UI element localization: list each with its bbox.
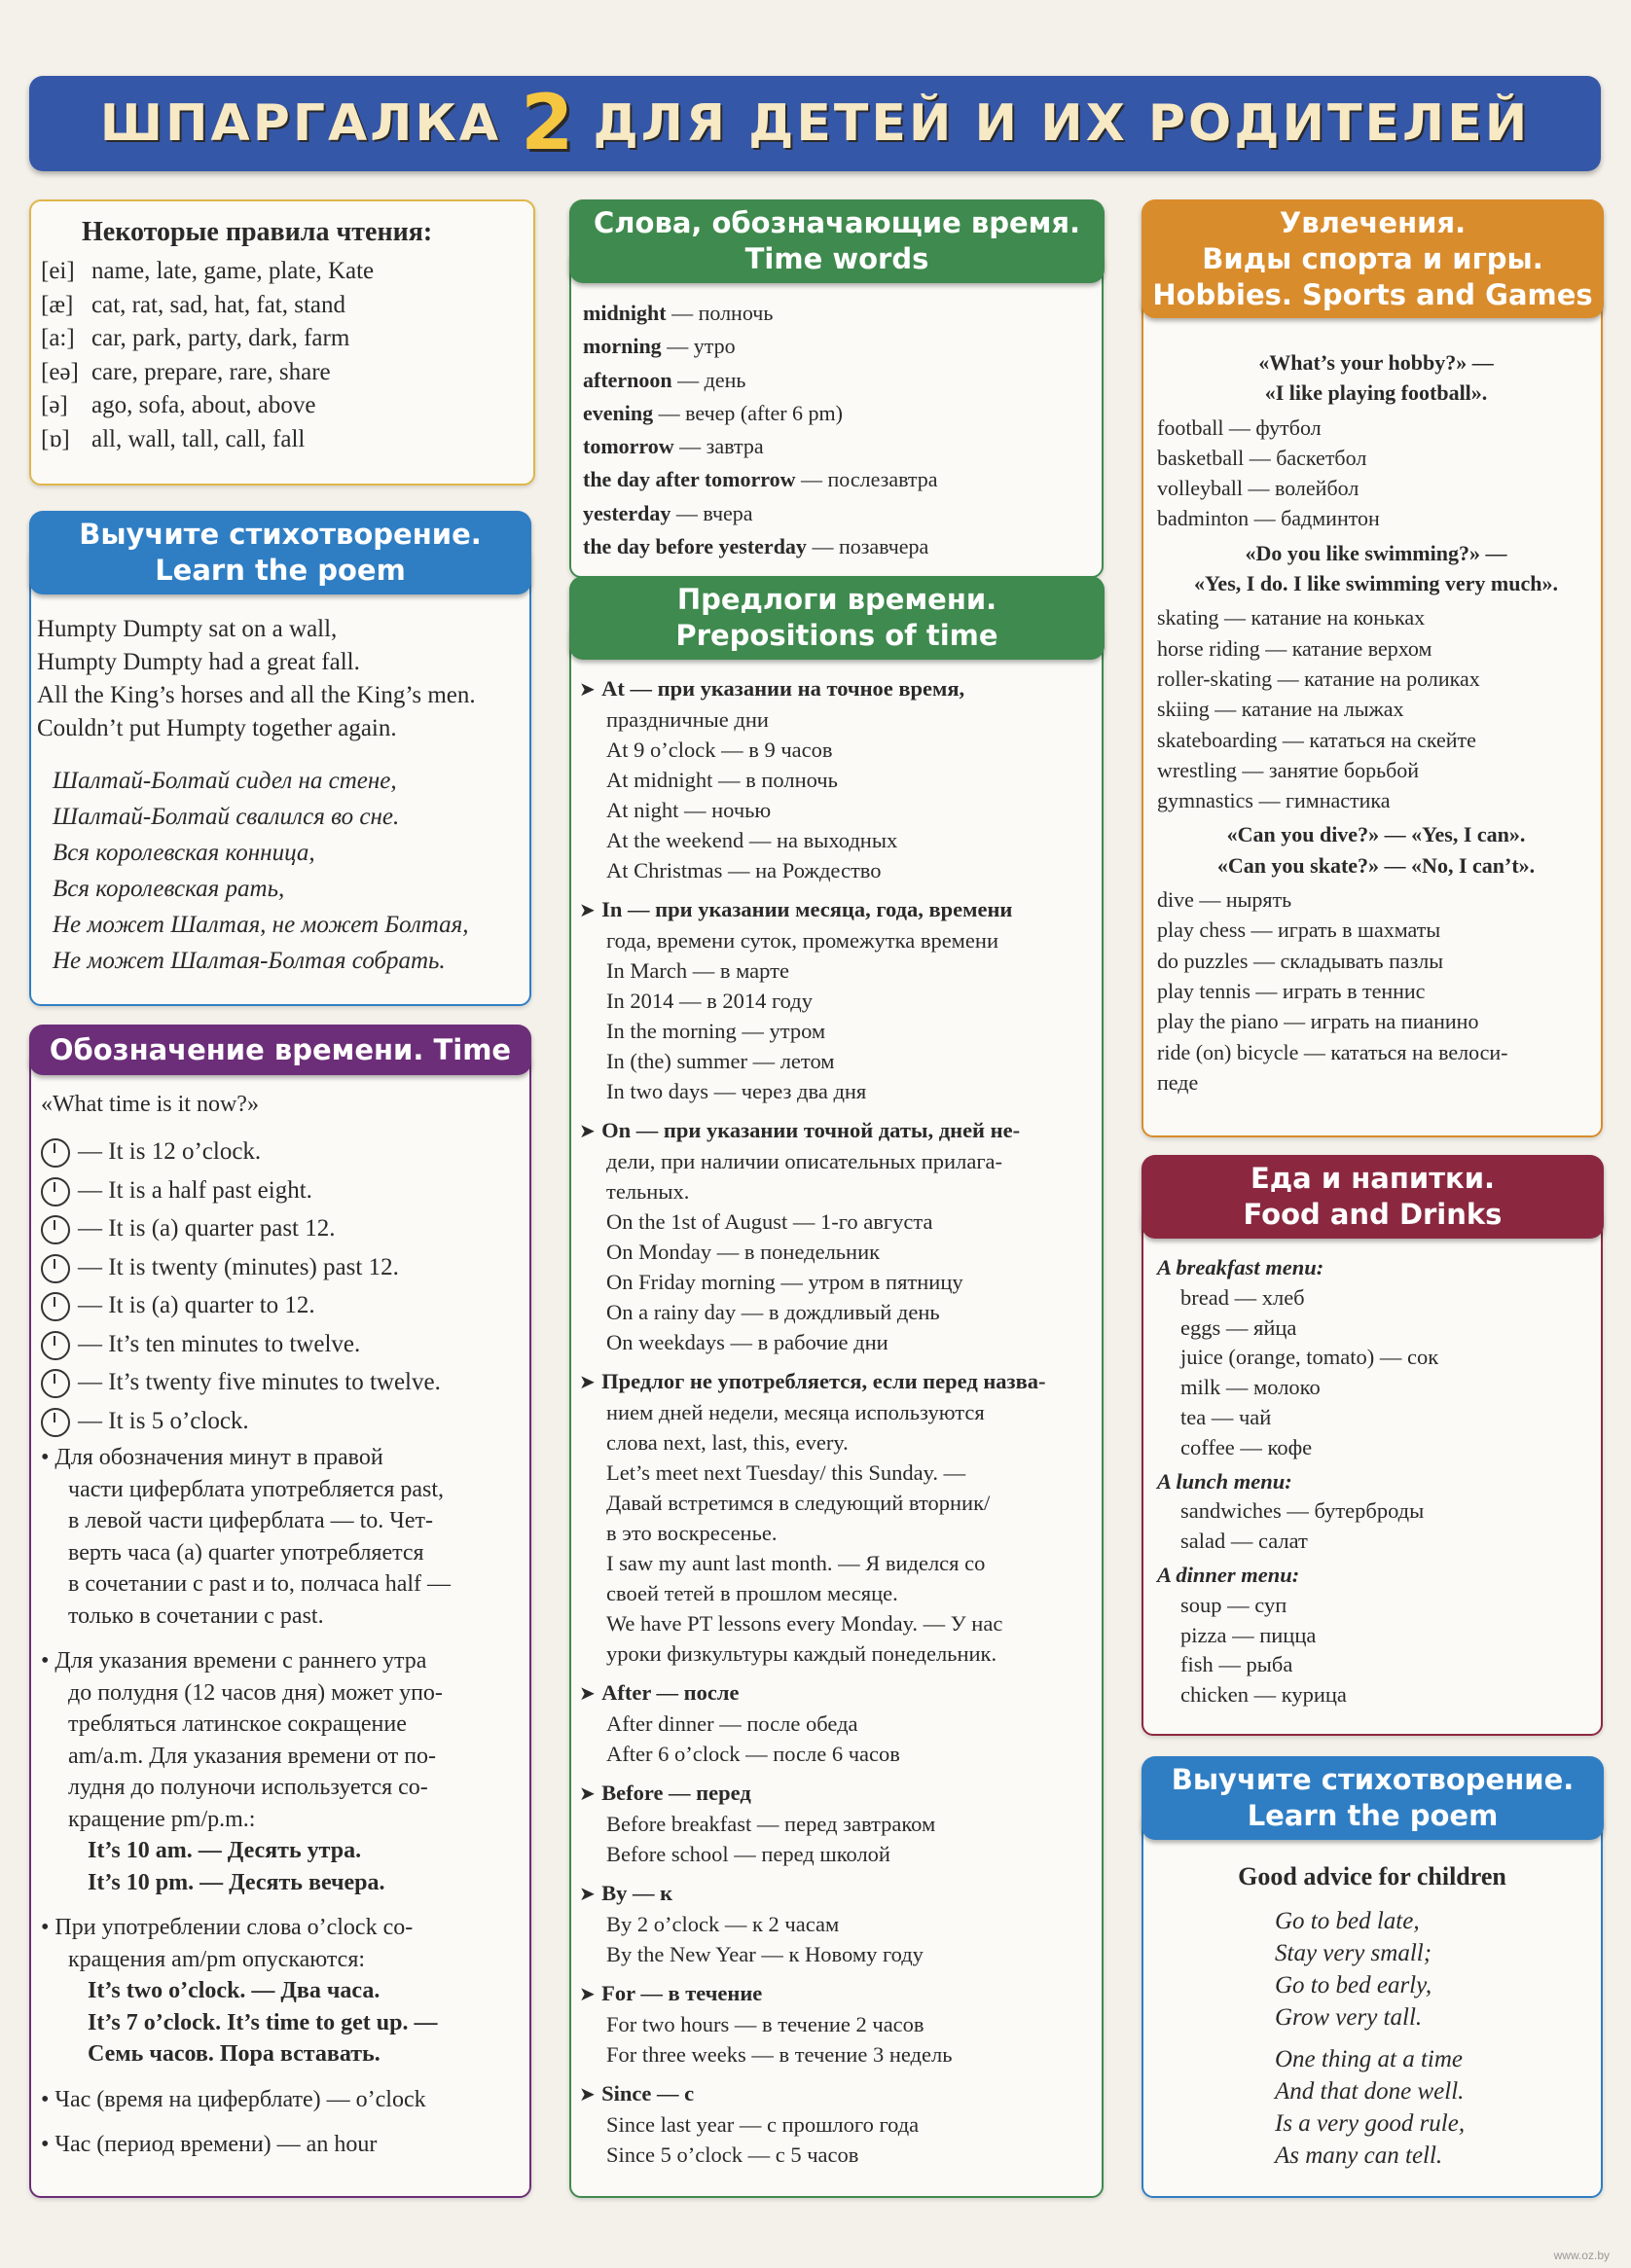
hobby-line: «What’s your hobby?» — [1258, 350, 1494, 375]
poem2-line: Go to bed early, [1275, 1972, 1432, 1998]
timeword-row [583, 497, 1089, 530]
prep-header-line2: Prepositions of time [675, 619, 998, 652]
clock-text: — It is 5 o’clock. [78, 1407, 249, 1434]
poem2-header [1142, 1756, 1604, 1840]
timeword-en: afternoon [583, 367, 672, 392]
hobbies-header-line2: Виды спорта и игры. [1202, 241, 1543, 275]
time-note-line: It’s 10 pm. — Десять вечера. [88, 1869, 385, 1895]
hobby-line: do puzzles — складывать пазлы [1157, 948, 1444, 973]
clock-text: — It is (a) quarter to 12. [78, 1292, 315, 1318]
time-notes [41, 1442, 527, 2161]
prep-text: Since last year — с прошлого года [606, 2112, 920, 2137]
hobby-line: football — футбол [1157, 414, 1322, 440]
prep-heading [579, 2078, 1095, 2109]
prep-text: For — в течение [601, 1981, 763, 2005]
reading-sound: [ɒ] [41, 425, 70, 452]
prep-heading [579, 1878, 1095, 1909]
reading-words: care, prepare, rare, share [91, 358, 331, 385]
time-note-line: в левой части циферблата — to. Чет- [68, 1508, 434, 1533]
timeword-en: the day before yesterday [583, 534, 807, 559]
time-note-line: в сочетании с past и to, полчаса half — [68, 1571, 452, 1597]
poem1-en [37, 613, 476, 745]
prep-text: In two days — через два дня [606, 1079, 867, 1103]
prep-text: In 2014 — в 2014 году [606, 989, 813, 1013]
prep-line [579, 795, 1095, 825]
hobby-line: «Do you like swimming?» — [1245, 540, 1507, 565]
prep-text: At — при указании на точное время, [601, 676, 965, 701]
prep-text: праздничные дни [606, 707, 769, 732]
time-note-line: части циферблата употребляется past, [68, 1476, 445, 1502]
poem1-en-line: Humpty Dumpty had a great fall. [37, 649, 360, 675]
prep-text: By 2 o’clock — к 2 часам [606, 1912, 840, 1936]
time-note-line: • Час (период времени) — an hour [41, 2132, 378, 2157]
prep-line [579, 2009, 1095, 2039]
poem1-ru-line: Вся королевская конница, [53, 840, 315, 866]
prep-line [579, 1578, 1095, 1608]
reading-row [41, 255, 527, 289]
food-menu-title: A breakfast menu: [1157, 1255, 1324, 1279]
hobby-line: basketball — баскетбол [1157, 445, 1367, 470]
timeword-ru: — послезавтра [801, 467, 938, 492]
clock-row [41, 1402, 527, 1441]
prep-line [579, 2109, 1095, 2140]
time-note-line: • Для указания времени с раннего утра [41, 1648, 427, 1674]
prep-text: We have PT lessons every Monday. — У нас [606, 1611, 1003, 1636]
food-item: juice (orange, tomato) — сок [1180, 1345, 1439, 1370]
food-header [1142, 1155, 1604, 1239]
time-note-line: Семь часов. Пора вставать. [88, 2041, 381, 2067]
hobby-line: skiing — катание на лыжах [1157, 697, 1404, 722]
hobby-line: volleyball — волейбол [1157, 476, 1359, 501]
prep-line [579, 1146, 1095, 1176]
prep-text: On a rainy day — в дождливый день [606, 1300, 940, 1324]
prep-line [579, 1638, 1095, 1669]
prep-line [579, 1267, 1095, 1297]
prep-text: After dinner — после обеда [606, 1711, 858, 1736]
prep-heading [579, 1677, 1095, 1709]
poem1-header [29, 511, 531, 594]
hobbies-header-line3: Hobbies. Sports and Games [1152, 277, 1593, 311]
hobby-line: ride (on) bicycle — кататься на велоси- [1157, 1039, 1508, 1064]
prep-text: нием дней недели, месяца используются [606, 1400, 985, 1424]
timewords-header-line1: Слова, обозначающие время. [594, 206, 1080, 239]
prep-text: In the morning — утром [606, 1019, 826, 1043]
prep-text: уроки физкультуры каждый понедельник. [606, 1641, 997, 1666]
clock-text: — It is a half past eight. [78, 1176, 312, 1204]
prep-text: On the 1st of August — 1-го августа [606, 1209, 933, 1234]
prep-line [579, 2039, 1095, 2070]
poem1-header-line2: Learn the poem [155, 554, 406, 587]
hobby-line: horse riding — катание верхом [1157, 635, 1432, 661]
timeword-en: morning [583, 334, 662, 359]
arrow-icon: ➤ [579, 1119, 602, 1142]
prep-text: тельных. [606, 1179, 690, 1204]
reading-sound: [æ] [41, 291, 74, 318]
food-menu-title: A lunch menu: [1157, 1468, 1292, 1494]
food-item: coffee — кофе [1180, 1434, 1313, 1459]
banner-right: ДЛЯ ДЕТЕЙ И ИХ РОДИТЕЛЕЙ [593, 94, 1531, 153]
poem1-header-line1: Выучите стихотворение. [79, 518, 482, 551]
prep-line [579, 1297, 1095, 1327]
time-note-line: кращение pm/p.m.: [68, 1806, 256, 1832]
clock-text: — It is 12 o’clock. [78, 1138, 262, 1165]
time-header-text: Обозначение времени. Time [49, 1032, 512, 1066]
prep-line [579, 1327, 1095, 1357]
hobby-line: dive — нырять [1157, 887, 1292, 913]
time-note-line: кращения am/pm опускаются: [68, 1946, 366, 1972]
food-item: soup — суп [1180, 1592, 1287, 1617]
prep-line [579, 704, 1095, 735]
reading-words: cat, rat, sad, hat, fat, stand [91, 291, 346, 318]
hobbies-header-line1: Увлечения. [1279, 205, 1467, 239]
prep-text: In (the) summer — летом [606, 1049, 835, 1073]
poem1-ru-line: Шалтай-Болтай свалился во сне. [53, 804, 400, 830]
prep-line [579, 1518, 1095, 1548]
prep-text: On Friday morning — утром в пятницу [606, 1270, 963, 1294]
prep-line [579, 1839, 1095, 1869]
prep-line [579, 1608, 1095, 1638]
reading-rules-box [29, 199, 535, 486]
hobbies-box [1142, 292, 1603, 1137]
time-note-line: • Для обозначения минут в правой [41, 1445, 383, 1470]
poem2-line: And that done well. [1275, 2078, 1465, 2105]
prep-line [579, 1809, 1095, 1839]
banner-left: ШПАРГАЛКА [99, 94, 502, 153]
arrow-icon: ➤ [579, 677, 602, 701]
food-header-line1: Еда и напитки. [1250, 1162, 1496, 1195]
poem2-line: Stay very small; [1275, 1940, 1432, 1966]
poem1-box [29, 545, 531, 1006]
prep-line [579, 1939, 1095, 1969]
prep-line [579, 1458, 1095, 1488]
timeword-row [583, 297, 1089, 330]
reading-row [41, 289, 527, 323]
poem1-ru-line: Вся королевская рать, [53, 876, 285, 902]
poem1-en-line: All the King’s horses and all the King’s men. [37, 682, 476, 708]
poem1-ru [53, 763, 469, 979]
timeword-ru: — день [677, 367, 746, 392]
timewords-header-line2: Time words [744, 242, 929, 275]
poem2-line: Is a very good rule, [1275, 2110, 1466, 2137]
prep-list [579, 673, 1095, 2170]
arrow-icon: ➤ [579, 1882, 602, 1905]
footer-url: www.oz.by [1553, 2249, 1610, 2262]
clock-icon [41, 1331, 70, 1360]
prep-line [579, 1176, 1095, 1206]
food-menu-title: A dinner menu: [1157, 1562, 1300, 1587]
prep-heading [579, 1366, 1095, 1397]
prep-text: At Christmas — на Рождество [606, 858, 882, 882]
prep-line [579, 1076, 1095, 1106]
timewords-box [569, 248, 1104, 578]
reading-words: car, park, party, dark, farm [91, 325, 350, 351]
prep-text: Предлог не употребляется, если перед назва- [601, 1369, 1046, 1393]
arrow-icon: ➤ [579, 1982, 602, 2005]
food-item: salad — салат [1180, 1529, 1308, 1554]
reading-row [41, 356, 527, 390]
poem1-ru-line: Не может Шалтая-Болтая собрать. [53, 948, 446, 974]
prepositions-box [569, 623, 1104, 2198]
title-banner [29, 76, 1601, 171]
clock-row [41, 1325, 527, 1364]
clock-icon [41, 1292, 70, 1321]
time-note-line: лудня до полуночи используется со- [68, 1775, 428, 1800]
prep-line [579, 1206, 1095, 1237]
prep-text: At the weekend — на выходных [606, 828, 898, 852]
prep-heading [579, 894, 1095, 925]
prep-text: After 6 o’clock — после 6 часов [606, 1742, 900, 1766]
prep-line [579, 1237, 1095, 1267]
food-box [1142, 1206, 1603, 1736]
food-item: pizza — пицца [1180, 1622, 1317, 1647]
hobby-line: «Yes, I do. I like swimming very much». [1193, 571, 1558, 596]
food-item: milk — молоко [1180, 1375, 1321, 1400]
arrow-icon: ➤ [579, 898, 602, 921]
prep-line [579, 825, 1095, 855]
prep-line [579, 1397, 1095, 1427]
prep-text: года, времени суток, промежутка времени [606, 928, 998, 953]
poem2-lines [1275, 1905, 1465, 2172]
prep-text: I saw my aunt last month. — Я виделся со [606, 1551, 986, 1575]
reading-words: name, late, game, plate, Kate [91, 258, 375, 284]
reading-row [41, 322, 527, 356]
time-question: «What time is it now?» [41, 1092, 259, 1117]
clock-text: — It is (a) quarter past 12. [78, 1215, 336, 1242]
prep-text: в это воскресенье. [606, 1521, 778, 1545]
time-note-line: It’s two o’clock. — Два часа. [88, 1978, 381, 2003]
poem2-header-line2: Learn the poem [1247, 1799, 1499, 1832]
time-header [29, 1025, 531, 1075]
prep-line [579, 1709, 1095, 1739]
time-note-line: • Час (время на циферблате) — o’clock [41, 2086, 426, 2112]
hobbies-list [1157, 347, 1595, 1098]
time-note-line: только в сочетании с past. [68, 1602, 324, 1629]
clock-list [41, 1133, 527, 1440]
poem1-ru-line: Не может Шалтая, не может Болтая, [53, 912, 469, 938]
clock-text: — It’s ten minutes to twelve. [78, 1330, 361, 1357]
prep-line [579, 925, 1095, 955]
reading-title: Некоторые правила чтения: [82, 217, 433, 247]
hobby-line: gymnastics — гимнастика [1157, 788, 1391, 813]
food-item: tea — чай [1180, 1404, 1272, 1429]
reading-sound: [ei] [41, 258, 75, 284]
timeword-en: yesterday [583, 500, 671, 525]
timeword-ru: — утро [667, 334, 736, 359]
reading-rows [41, 255, 527, 456]
time-note-line: верть часа (a) quarter употребляется [68, 1539, 424, 1566]
poem1-ru-line: Шалтай-Болтай сидел на стене, [53, 768, 397, 794]
reading-words: ago, sofa, about, above [91, 392, 316, 418]
clock-row [41, 1248, 527, 1287]
clock-icon [41, 1369, 70, 1398]
reading-sound: [a:] [41, 325, 75, 351]
time-box [29, 1051, 531, 2198]
clock-text: — It is twenty (minutes) past 12. [78, 1253, 399, 1280]
banner-number: 2 [521, 80, 574, 167]
arrow-icon: ➤ [579, 1681, 602, 1705]
prep-line [579, 986, 1095, 1016]
prep-line [579, 1016, 1095, 1046]
clock-row [41, 1133, 527, 1171]
arrow-icon: ➤ [579, 1370, 602, 1393]
hobby-line: skating — катание на коньках [1157, 605, 1426, 630]
poem1-en-line: Couldn’t put Humpty together again. [37, 715, 397, 741]
prep-line [579, 1909, 1095, 1939]
timeword-ru: — позавчера [812, 534, 929, 559]
prep-text: Before school — перед школой [606, 1842, 890, 1866]
prep-text: своей тетей в прошлом месяце. [606, 1581, 898, 1605]
prep-text: слова next, last, this, every. [606, 1430, 849, 1455]
hobby-line: roller-skating — катание на роликах [1157, 666, 1480, 691]
poem2-line: Grow very tall. [1275, 2004, 1423, 2031]
prep-line [579, 2140, 1095, 2170]
timeword-ru: — вечер (after 6 pm) [658, 400, 843, 425]
prep-text: After — после [601, 1680, 740, 1705]
prep-text: Before breakfast — перед завтраком [606, 1812, 936, 1836]
hobbies-header [1142, 199, 1604, 318]
food-list [1157, 1249, 1595, 1710]
prep-line [579, 855, 1095, 885]
hobby-line: play tennis — играть в теннис [1157, 978, 1426, 1003]
prep-text: дели, при наличии описательных прилага- [606, 1149, 1003, 1173]
poem2-line: One thing at a time [1275, 2046, 1464, 2072]
poem2-box [1142, 1810, 1603, 2198]
timewords-header [569, 199, 1105, 283]
prep-text: In — при указании месяца, года, времени [601, 897, 1013, 921]
prep-text: At midnight — в полночь [606, 768, 838, 792]
timewords-list [583, 297, 1089, 563]
prep-line [579, 955, 1095, 986]
hobby-line: skateboarding — кататься на скейте [1157, 727, 1476, 752]
clock-row [41, 1209, 527, 1248]
prep-text: Since 5 o’clock — с 5 часов [606, 2142, 859, 2167]
clock-icon [41, 1408, 70, 1437]
prep-line [579, 735, 1095, 765]
food-item: bread — хлеб [1180, 1284, 1305, 1310]
time-note-line: до полудня (12 часов дня) может упо- [68, 1679, 443, 1706]
prep-text: For two hours — в течение 2 часов [606, 2012, 924, 2036]
hobby-line: badminton — бадминтон [1157, 506, 1380, 531]
hobby-line: педе [1157, 1069, 1199, 1095]
prep-header-line1: Предлоги времени. [676, 583, 997, 616]
timeword-en: midnight [583, 301, 667, 325]
clock-row [41, 1171, 527, 1210]
time-note-line: am/a.m. Для указания времени от по- [68, 1743, 437, 1769]
poem2-line: Go to bed late, [1275, 1908, 1420, 1934]
prep-line [579, 1488, 1095, 1518]
food-item: chicken — курица [1180, 1682, 1347, 1708]
hobby-line: «I like playing football». [1264, 380, 1488, 406]
timeword-row [583, 463, 1089, 496]
timeword-ru: — завтра [679, 434, 764, 459]
clock-icon [41, 1138, 70, 1168]
reading-sound: [eə] [41, 358, 79, 385]
poem1-en-line: Humpty Dumpty sat on a wall, [37, 616, 338, 642]
prep-text: Since — с [601, 2081, 695, 2106]
prep-heading [579, 1115, 1095, 1146]
clock-icon [41, 1254, 70, 1283]
hobby-line: wrestling — занятие борьбой [1157, 757, 1420, 782]
prepositions-header [569, 576, 1105, 660]
reading-sound: [ə] [41, 392, 68, 418]
timeword-en: the day after tomorrow [583, 467, 796, 492]
prep-text: Before — перед [601, 1781, 751, 1805]
prep-text: On Monday — в понедельник [606, 1240, 881, 1264]
timeword-ru: — вчера [675, 500, 753, 525]
prep-text: For three weeks — в течение 3 недель [606, 2042, 953, 2067]
prep-text: In March — в марте [606, 958, 789, 983]
clock-row [41, 1286, 527, 1325]
food-item: eggs — яйца [1180, 1314, 1297, 1340]
timeword-en: tomorrow [583, 434, 674, 459]
timeword-row [583, 364, 1089, 397]
timeword-ru: — полночь [671, 301, 774, 325]
prep-line [579, 1427, 1095, 1458]
prep-text: Давай встретимся в следующий вторник/ [606, 1491, 991, 1515]
prep-heading [579, 673, 1095, 704]
time-note-line: • При употреблении слова o’clock со- [41, 1915, 414, 1940]
timeword-row [583, 530, 1089, 563]
poem2-title: Good advice for children [1238, 1862, 1506, 1890]
time-note-line: It’s 10 am. — Десять утра. [88, 1838, 362, 1863]
clock-row [41, 1363, 527, 1402]
food-item: fish — рыба [1180, 1652, 1293, 1677]
arrow-icon: ➤ [579, 1782, 602, 1805]
time-note-line: It’s 7 o’clock. It’s time to get up. — [88, 2009, 438, 2035]
poem2-header-line1: Выучите стихотворение. [1171, 1763, 1575, 1796]
prep-text: At 9 o’clock — в 9 часов [606, 738, 833, 762]
clock-icon [41, 1177, 70, 1206]
timeword-en: evening [583, 400, 654, 425]
reading-words: all, wall, tall, call, fall [91, 425, 306, 452]
prep-text: On weekdays — в рабочие дни [606, 1330, 888, 1354]
timeword-row [583, 397, 1089, 430]
poem2-line: As many can tell. [1275, 2142, 1443, 2169]
hobby-line: «Can you skate?» — «No, I can’t». [1216, 852, 1536, 878]
prep-text: By — к [601, 1881, 673, 1905]
prep-text: Let’s meet next Tuesday/ this Sunday. — [606, 1460, 966, 1485]
prep-text: On — при указании точной даты, дней не- [601, 1118, 1021, 1142]
prep-text: At night — ночью [606, 798, 772, 822]
hobby-line: play chess — играть в шахматы [1157, 918, 1441, 943]
reading-row [41, 389, 527, 423]
time-note-line: требляться латинское сокращение [68, 1711, 407, 1737]
clock-icon [41, 1215, 70, 1244]
arrow-icon: ➤ [579, 2082, 602, 2106]
food-item: sandwiches — бутерброды [1180, 1498, 1425, 1524]
prep-text: By the New Year — к Новому году [606, 1942, 924, 1966]
prep-line [579, 1739, 1095, 1769]
prep-line [579, 1548, 1095, 1578]
prep-heading [579, 1778, 1095, 1809]
clock-text: — It’s twenty five minutes to twelve. [78, 1369, 441, 1395]
timeword-row [583, 430, 1089, 463]
reading-row [41, 423, 527, 457]
hobby-line: play the piano — играть на пианино [1157, 1009, 1479, 1034]
prep-line [579, 765, 1095, 795]
hobby-line: «Can you dive?» — «Yes, I can». [1226, 822, 1526, 847]
food-header-line2: Food and Drinks [1243, 1198, 1503, 1231]
prep-heading [579, 1978, 1095, 2009]
timeword-row [583, 330, 1089, 363]
prep-line [579, 1046, 1095, 1076]
